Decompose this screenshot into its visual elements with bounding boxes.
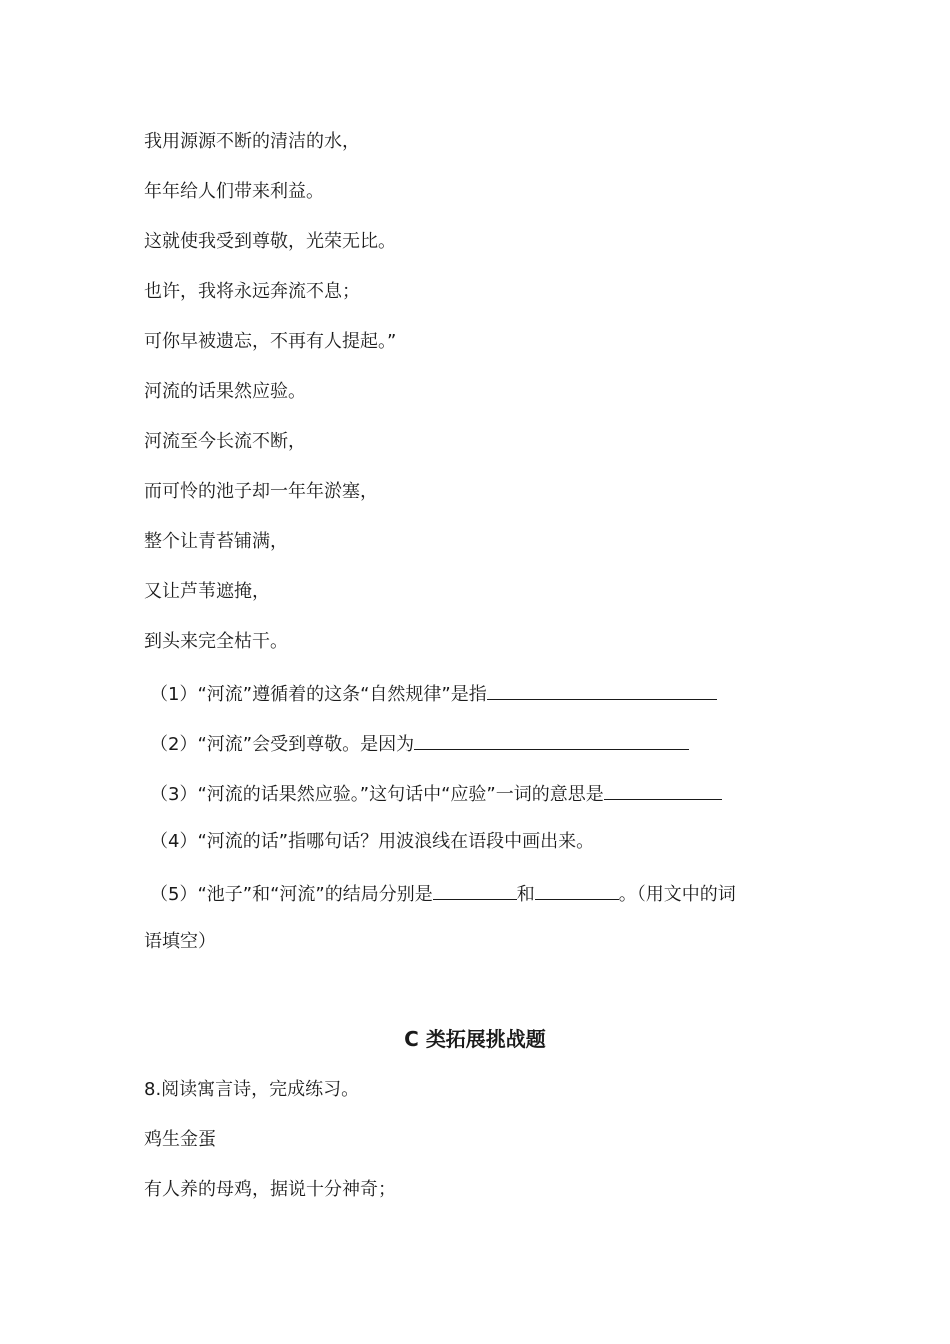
poem-line: 年年给人们带来利益。 xyxy=(144,181,324,202)
answer-blank-1[interactable] xyxy=(487,680,717,700)
question-5-continued: 语填空） xyxy=(144,931,216,952)
question-1 xyxy=(150,680,717,707)
poem-line: 整个让青苔铺满， xyxy=(144,531,288,552)
poem-line: 而可怜的池子却一年年淤塞， xyxy=(144,481,378,502)
question-3-text: （3）“河流的话果然应验。”这句话中“应验”一词的意思是 xyxy=(150,784,604,805)
poem-line: 河流的话果然应验。 xyxy=(144,381,306,402)
question-5-and: 和 xyxy=(516,884,535,905)
answer-blank-2[interactable] xyxy=(414,730,689,750)
exercise-8-line: 有人养的母鸡，据说十分神奇； xyxy=(144,1179,396,1200)
question-1-text: （1）“河流”遵循着的这条“自然规律”是指 xyxy=(150,684,487,705)
exercise-8-prompt: 8.阅读寓言诗，完成练习。 xyxy=(144,1079,360,1100)
question-2 xyxy=(150,730,689,757)
exercise-8-title: 鸡生金蛋 xyxy=(144,1129,216,1150)
poem-line: 又让芦苇遮掩， xyxy=(144,581,270,602)
poem-line: 河流至今长流不断， xyxy=(144,431,306,452)
answer-blank-3[interactable] xyxy=(604,780,722,800)
question-3 xyxy=(150,780,722,807)
answer-blank-5b[interactable] xyxy=(535,880,619,900)
question-4: （4）“河流的话”指哪句话？用波浪线在语段中画出来。 xyxy=(150,831,595,852)
question-5 xyxy=(150,880,736,907)
poem-line: 这就使我受到尊敬，光荣无比。 xyxy=(144,231,396,252)
section-heading: C 类拓展挑战题 xyxy=(404,1027,546,1051)
poem-line: 可你早被遗忘，不再有人提起。” xyxy=(144,331,397,352)
question-2-text: （2）“河流”会受到尊敬。是因为 xyxy=(150,734,415,755)
poem-line: 也许，我将永远奔流不息； xyxy=(144,281,360,302)
question-5-tail: 。（用文中的词 xyxy=(618,884,736,905)
question-5-text: （5）“池子”和“河流”的结局分别是 xyxy=(150,884,433,905)
poem-line: 我用源源不断的清洁的水， xyxy=(144,131,360,152)
answer-blank-5a[interactable] xyxy=(433,880,517,900)
poem-line: 到头来完全枯干。 xyxy=(144,631,288,652)
